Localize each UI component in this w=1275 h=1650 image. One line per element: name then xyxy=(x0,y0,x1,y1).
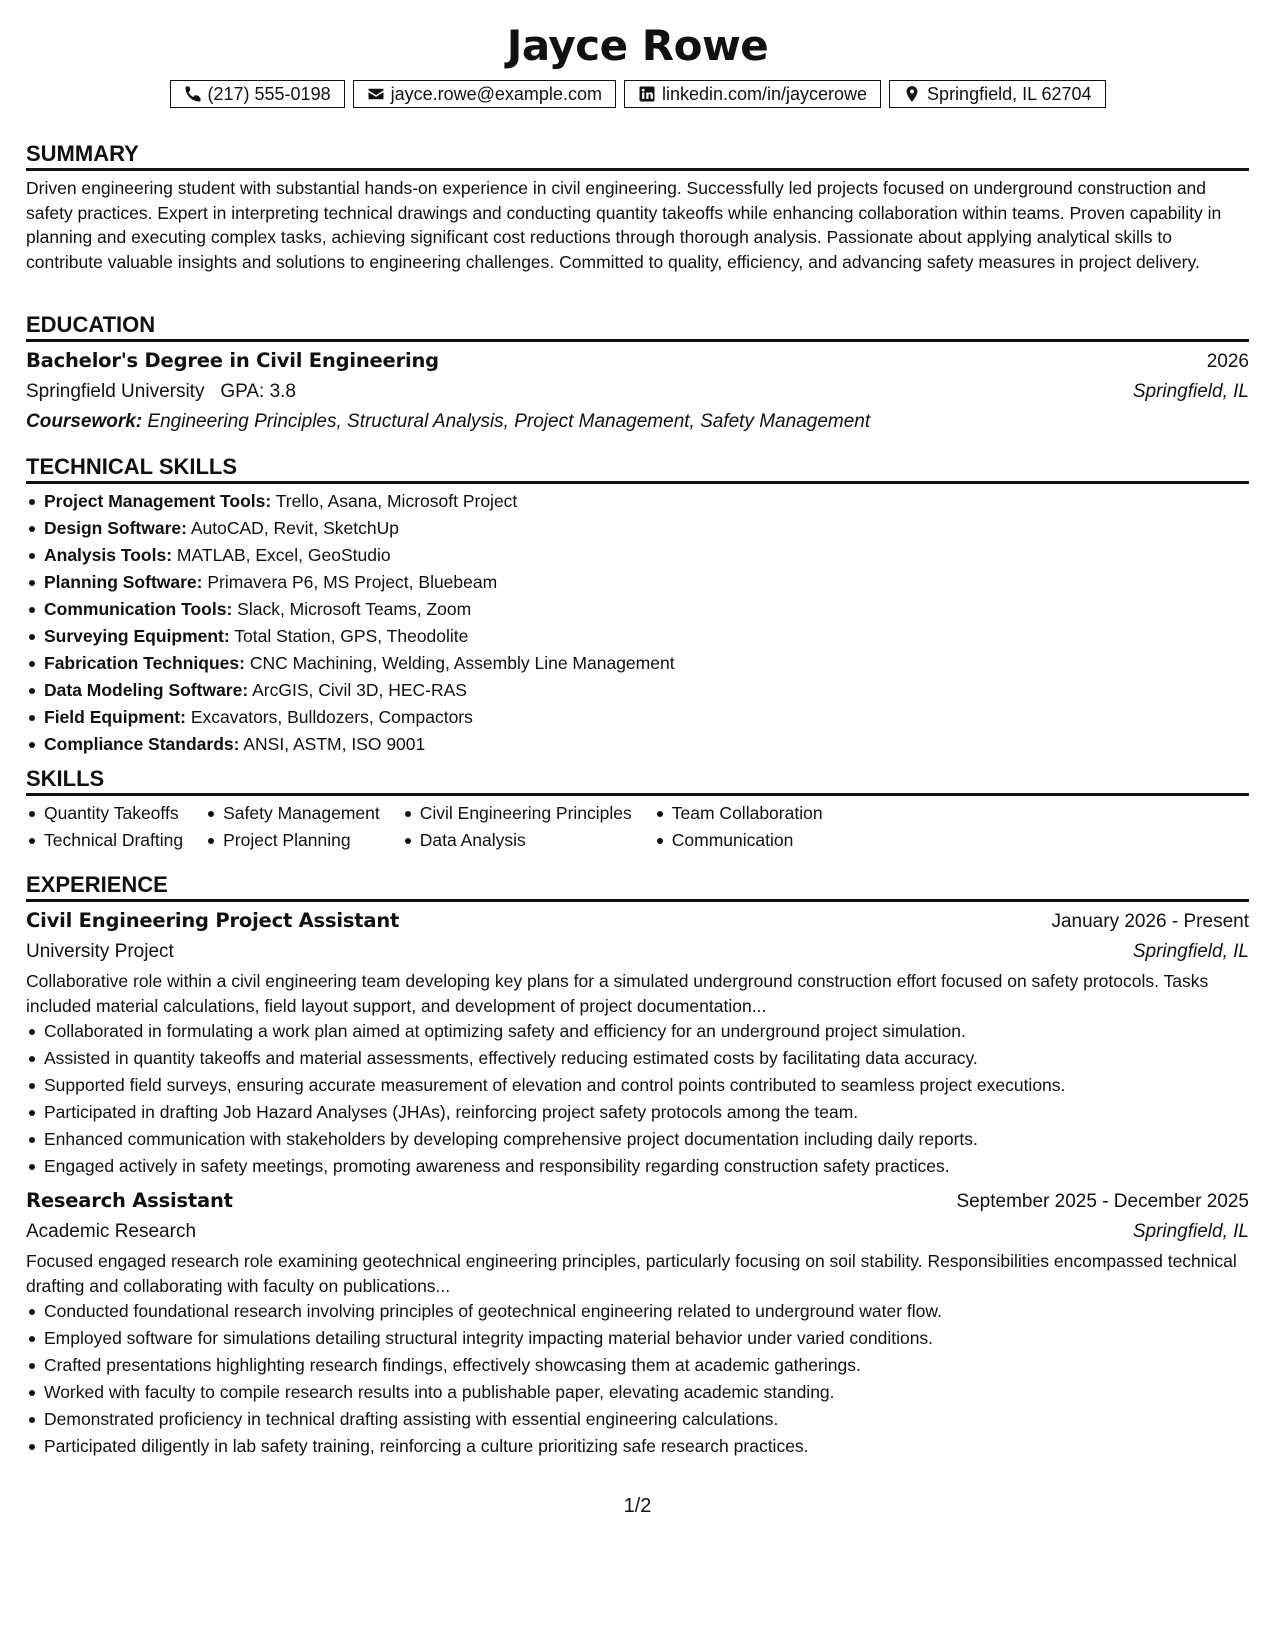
envelope-icon xyxy=(367,85,385,103)
contact-phone-text: (217) 555-0198 xyxy=(207,84,331,104)
section-heading: TECHNICAL SKILLS xyxy=(26,453,1249,484)
linkedin-icon xyxy=(638,85,656,103)
school-location: Springfield, IL xyxy=(1132,381,1249,402)
education-sub-row xyxy=(26,377,1249,407)
job-sub-row xyxy=(26,1217,1249,1247)
skills-column xyxy=(26,800,183,854)
skill-value: ANSI, ASTM, ISO 9001 xyxy=(243,734,426,754)
skill-value: Primavera P6, MS Project, Bluebeam xyxy=(207,572,498,592)
job-bullets xyxy=(26,1298,1249,1460)
list-item: Technical Drafting xyxy=(44,827,183,854)
job-dates: September 2025 - December 2025 xyxy=(956,1191,1249,1212)
graduation-year: 2026 xyxy=(1206,351,1249,372)
list-item: Communication xyxy=(672,827,823,854)
coursework-label: Coursework: xyxy=(26,411,143,432)
skills-grid xyxy=(26,800,1249,854)
skill-label: Compliance Standards: xyxy=(44,734,240,754)
list-item xyxy=(44,569,1249,596)
job-title: Civil Engineering Project Assistant xyxy=(26,909,400,932)
job-bullets xyxy=(26,1018,1249,1180)
list-item: Participated in drafting Job Hazard Analyses (JHAs), reinforcing project safety protocols among the team. xyxy=(44,1099,1249,1126)
skill-label: Data Modeling Software: xyxy=(44,680,249,700)
job-title-row xyxy=(26,906,1249,937)
job-description: Focused engaged research role examining geotechnical engineering principles, particularly focusing on soil stability. Responsibilities encompassed technical drafting and collaborating with faculty on publications... xyxy=(26,1251,1237,1296)
skill-label: Analysis Tools: xyxy=(44,545,173,565)
contact-location-text: Springfield, IL 62704 xyxy=(927,84,1092,104)
school-name: Springfield University xyxy=(26,381,205,402)
list-item xyxy=(44,596,1249,623)
list-item xyxy=(44,731,1249,758)
contact-phone[interactable] xyxy=(170,80,345,108)
job-entry xyxy=(26,1186,1249,1460)
skill-value: ArcGIS, Civil 3D, HEC-RAS xyxy=(252,680,467,700)
job-location: Springfield, IL xyxy=(1132,1221,1249,1242)
education-section xyxy=(26,311,1249,437)
skill-value: MATLAB, Excel, GeoStudio xyxy=(176,545,391,565)
list-item: Engaged actively in safety meetings, promoting awareness and responsibility regarding construction safety practices. xyxy=(44,1153,1249,1180)
skills-section xyxy=(26,765,1249,854)
contact-linkedin-text: linkedin.com/in/jaycerowe xyxy=(661,84,868,104)
list-item: Supported field surveys, ensuring accurate measurement of elevation and control points contributed to seamless project executions. xyxy=(44,1072,1249,1099)
list-item: Data Analysis xyxy=(420,827,632,854)
contact-bar xyxy=(26,80,1249,108)
job-sub-row xyxy=(26,937,1249,967)
resume-page xyxy=(26,0,1249,1650)
list-item: Quantity Takeoffs xyxy=(44,800,183,827)
skill-label: Planning Software: xyxy=(44,572,203,592)
job-description: Collaborative role within a civil engineering team developing key plans for a simulated underground construction effort focused on safety protocols. Tasks included material calculations, field layout support, and development of project documentation... xyxy=(26,971,1209,1016)
list-item: Safety Management xyxy=(223,800,380,827)
summary-section xyxy=(26,140,1249,274)
contact-linkedin[interactable] xyxy=(624,80,881,108)
list-item xyxy=(44,515,1249,542)
list-item: Civil Engineering Principles xyxy=(420,800,632,827)
section-heading: EXPERIENCE xyxy=(26,871,1249,902)
experience-section xyxy=(26,871,1249,1460)
technical-skills-list xyxy=(26,488,1249,758)
skill-value: Excavators, Bulldozers, Compactors xyxy=(190,707,473,727)
job-location: Springfield, IL xyxy=(1132,941,1249,962)
section-heading: SKILLS xyxy=(26,765,1249,796)
skills-column xyxy=(402,800,632,854)
technical-skills-section xyxy=(26,453,1249,758)
skills-column xyxy=(654,800,823,854)
coursework-list: Engineering Principles, Structural Analysis, Project Management, Safety Management xyxy=(147,411,871,432)
degree-title: Bachelor's Degree in Civil Engineering xyxy=(26,349,439,372)
section-heading: EDUCATION xyxy=(26,311,1249,342)
list-item: Team Collaboration xyxy=(672,800,823,827)
list-item: Crafted presentations highlighting research findings, effectively showcasing them at academic gatherings. xyxy=(44,1352,1249,1379)
skill-value: Trello, Asana, Microsoft Project xyxy=(275,491,518,511)
list-item xyxy=(44,677,1249,704)
list-item: Worked with faculty to compile research results into a publishable paper, elevating academic standing. xyxy=(44,1379,1249,1406)
job-title-row xyxy=(26,1186,1249,1217)
skill-label: Communication Tools: xyxy=(44,599,233,619)
list-item: Assisted in quantity takeoffs and material assessments, effectively reducing estimated costs by facilitating data accuracy. xyxy=(44,1045,1249,1072)
skill-label: Fabrication Techniques: xyxy=(44,653,245,673)
contact-email-text: jayce.rowe@example.com xyxy=(390,84,602,104)
job-entry xyxy=(26,906,1249,1180)
job-title: Research Assistant xyxy=(26,1189,233,1212)
school-line xyxy=(26,377,296,407)
job-dates: January 2026 - Present xyxy=(1051,911,1249,932)
list-item xyxy=(44,623,1249,650)
skill-value: CNC Machining, Welding, Assembly Line Management xyxy=(249,653,675,673)
skill-label: Project Management Tools: xyxy=(44,491,272,511)
list-item: Collaborated in formulating a work plan aimed at optimizing safety and efficiency for an underground project simulation. xyxy=(44,1018,1249,1045)
skill-label: Design Software: xyxy=(44,518,187,538)
section-heading: SUMMARY xyxy=(26,140,1249,171)
list-item: Project Planning xyxy=(223,827,380,854)
skill-value: Slack, Microsoft Teams, Zoom xyxy=(237,599,472,619)
page-number: 1/2 xyxy=(623,1495,652,1517)
list-item xyxy=(44,488,1249,515)
list-item: Employed software for simulations detailing structural integrity impacting material behavior under varied conditions. xyxy=(44,1325,1249,1352)
gpa: GPA: 3.8 xyxy=(220,381,296,402)
summary-text: Driven engineering student with substantial hands-on experience in civil engineering. Successfully led projects focused on underground construction and safety practices. Expert in interpreting technical drawings and conducting quantity takeoffs while enhancing collaboration within teams. Proven capability in planning and executing complex tasks, achieving significant cost reductions through thorough analysis. Passionate about applying analytical skills to contribute valuable insights and solutions to engineering challenges. Committed to quality, efficiency, and advancing safety measures in project delivery. xyxy=(26,178,1222,272)
list-item xyxy=(44,650,1249,677)
job-org: University Project xyxy=(26,941,174,962)
coursework xyxy=(26,407,1249,437)
education-title-row xyxy=(26,346,1249,377)
list-item: Enhanced communication with stakeholders by developing comprehensive project documentation including daily reports. xyxy=(44,1126,1249,1153)
list-item: Conducted foundational research involving principles of geotechnical engineering related to underground water flow. xyxy=(44,1298,1249,1325)
list-item: Participated diligently in lab safety training, reinforcing a culture prioritizing safe research practices. xyxy=(44,1433,1249,1460)
map-pin-icon xyxy=(903,85,921,103)
skill-label: Field Equipment: xyxy=(44,707,186,727)
skills-column xyxy=(205,800,380,854)
skill-label: Surveying Equipment: xyxy=(44,626,230,646)
contact-location[interactable] xyxy=(889,80,1105,108)
list-item xyxy=(44,542,1249,569)
skill-value: Total Station, GPS, Theodolite xyxy=(234,626,469,646)
job-org: Academic Research xyxy=(26,1221,197,1242)
phone-icon xyxy=(184,85,202,103)
skill-value: AutoCAD, Revit, SketchUp xyxy=(190,518,399,538)
contact-email[interactable] xyxy=(353,80,616,108)
list-item xyxy=(44,704,1249,731)
list-item: Demonstrated proficiency in technical drafting assisting with essential engineering calculations. xyxy=(44,1406,1249,1433)
candidate-name: Jayce Rowe xyxy=(506,21,769,70)
